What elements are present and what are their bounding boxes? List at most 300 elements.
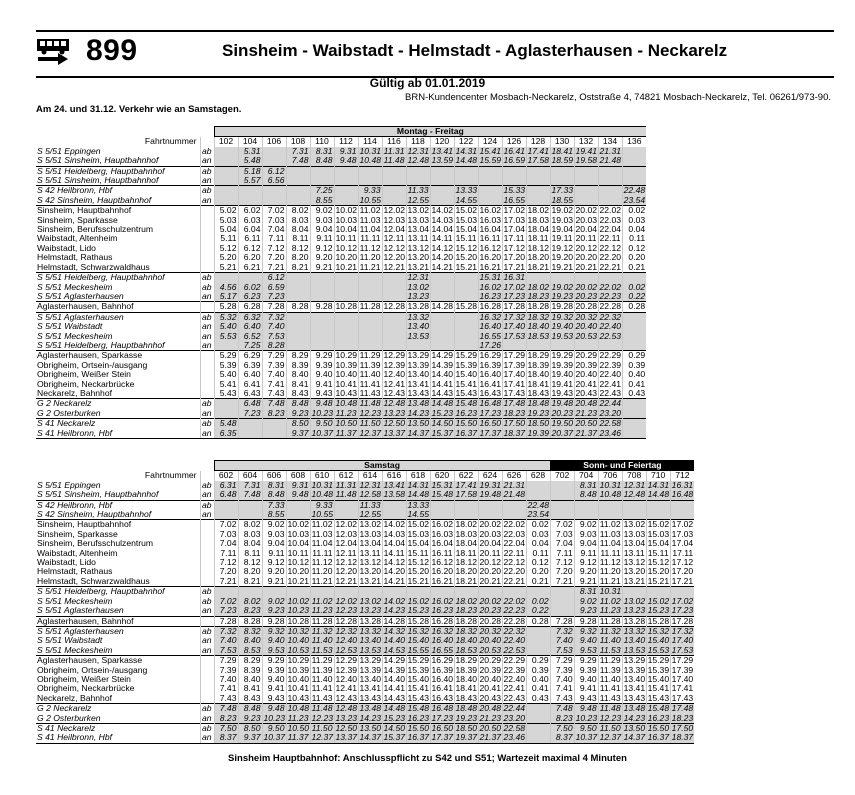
departure-time: 9.21 [262, 577, 286, 587]
departure-time: 9.23 [574, 606, 598, 616]
departure-time: 18.28 [455, 616, 478, 626]
departure-time: 17.41 [455, 480, 478, 490]
departure-time: 15.41 [647, 684, 670, 694]
period-weekdays: Montag - Freitag [214, 127, 646, 137]
departure-time [454, 587, 478, 597]
departure-time: 15.11 [455, 234, 477, 244]
departure-time [502, 176, 526, 186]
direction-label [200, 370, 214, 379]
trip-number: 126 [502, 137, 526, 147]
departure-time: 13.48 [359, 703, 382, 714]
departure-time: 7.50 [550, 723, 574, 733]
departure-time: 7.43 [550, 694, 574, 704]
departure-time [430, 166, 454, 176]
departure-time: 15.50 [647, 723, 670, 733]
departure-time: 0.29 [526, 656, 550, 666]
departure-time [238, 186, 262, 196]
departure-time: 16.20 [479, 253, 502, 263]
departure-time: 8.04 [238, 539, 262, 548]
departure-time [502, 166, 526, 176]
departure-time: 10.41 [335, 379, 358, 389]
connection-row [36, 646, 694, 656]
departure-time [358, 283, 382, 292]
departure-time [382, 166, 406, 176]
period-saturday: Samstag [214, 461, 550, 471]
departure-time: 22.44 [503, 703, 526, 714]
departure-time: 20.11 [479, 548, 501, 558]
departure-time [526, 723, 550, 733]
departure-time: 7.29 [214, 656, 238, 666]
stop-name: Obrigheim, Weißer Stein [37, 674, 131, 684]
direction-label: an [200, 322, 214, 331]
departure-time: 19.39 [527, 428, 550, 438]
departure-time: 9.48 [310, 399, 334, 409]
departure-time: 10.20 [287, 567, 310, 577]
departure-time: 11.31 [335, 480, 357, 490]
departure-time: 7.12 [262, 244, 286, 253]
departure-time: 5.39 [214, 361, 238, 370]
departure-time: 13.23 [335, 713, 358, 723]
departure-time: 8.31 [262, 481, 286, 490]
departure-time: 12.23 [335, 606, 358, 616]
departure-time: 11.50 [311, 723, 333, 733]
connection-row [36, 714, 694, 724]
departure-time: 15.41 [479, 146, 502, 156]
departure-time: 11.48 [335, 490, 357, 500]
departure-time: 13.40 [407, 322, 430, 332]
departure-time [382, 341, 406, 351]
departure-time: 8.41 [286, 380, 310, 389]
departure-time: 19.29 [551, 350, 574, 361]
departure-time: 7.23 [262, 292, 286, 302]
departure-time: 15.37 [431, 428, 454, 438]
direction-label: ab [200, 723, 214, 733]
departure-time: 11.37 [335, 428, 357, 438]
stop-name: S 41 Heilbronn, Hbf [36, 733, 200, 743]
departure-time [526, 714, 550, 724]
departure-time: 12.21 [335, 576, 358, 586]
departure-time: 18.32 [455, 626, 478, 636]
departure-time: 13.43 [623, 693, 646, 703]
departure-time [214, 587, 238, 597]
departure-time [598, 273, 622, 283]
departure-time: 15.11 [407, 548, 429, 558]
departure-time [358, 587, 382, 597]
departure-time: 9.53 [574, 646, 598, 656]
departure-time: 12.48 [383, 398, 406, 409]
departure-time: 16.37 [407, 733, 430, 743]
departure-time: 22.04 [503, 539, 526, 549]
departure-time: 0.43 [622, 389, 646, 399]
departure-time: 9.39 [262, 666, 286, 675]
departure-time: 8.43 [286, 389, 310, 399]
departure-time: 6.21 [238, 263, 262, 273]
departure-time: 11.41 [311, 684, 333, 694]
departure-time: 6.20 [238, 253, 262, 262]
departure-time [238, 510, 262, 520]
departure-time [478, 196, 502, 206]
departure-time: 17.40 [671, 636, 694, 646]
departure-time: 14.31 [455, 146, 478, 156]
departure-time: 9.29 [574, 656, 598, 666]
departure-time: 19.28 [551, 301, 574, 312]
departure-time: 13.12 [407, 243, 430, 253]
departure-time: 7.04 [550, 539, 574, 548]
stop-row [36, 370, 646, 379]
departure-time: 17.28 [503, 301, 526, 312]
departure-time: 9.48 [574, 704, 598, 714]
departure-time: 12.12 [335, 558, 358, 568]
departure-time: 11.50 [359, 418, 381, 429]
departure-time: 6.12 [262, 273, 286, 283]
departure-time: 7.12 [214, 558, 238, 567]
departure-time: 22.43 [503, 693, 526, 703]
departure-time: 6.48 [214, 490, 238, 500]
departure-time: 7.41 [214, 684, 238, 693]
departure-time: 22.11 [503, 548, 525, 558]
departure-time: 10.37 [311, 428, 334, 438]
connection-row [36, 626, 694, 636]
departure-time: 7.11 [262, 234, 286, 243]
direction-label: ab [200, 419, 214, 429]
direction-label: an [200, 176, 214, 186]
departure-time: 20.03 [479, 529, 502, 539]
direction-label: an [200, 733, 214, 743]
departure-time: 14.28 [383, 616, 406, 626]
departure-time [646, 510, 670, 520]
connection-row [36, 409, 646, 419]
departure-time [526, 481, 550, 490]
departure-time: 11.21 [599, 576, 621, 586]
departure-time: 15.48 [431, 490, 454, 500]
departure-time: 9.37 [286, 429, 310, 439]
departure-time: 8.12 [286, 244, 310, 253]
departure-time: 0.02 [526, 520, 550, 530]
departure-time: 13.39 [407, 360, 430, 370]
departure-time: 12.29 [335, 655, 358, 666]
departure-time: 20.20 [479, 567, 502, 577]
departure-time [622, 176, 646, 186]
departure-time: 13.40 [359, 674, 382, 684]
departure-time: 20.12 [575, 243, 598, 253]
departure-time: 0.22 [526, 606, 550, 616]
departure-time [382, 510, 406, 520]
departure-time: 21.48 [599, 156, 622, 166]
departure-time: 0.21 [622, 263, 646, 273]
departure-time: 9.21 [574, 577, 598, 587]
departure-time: 0.41 [526, 684, 550, 693]
departure-time: 11.02 [599, 596, 621, 606]
departure-time [526, 646, 550, 656]
departure-time: 14.37 [407, 428, 430, 438]
departure-time: 20.02 [575, 205, 598, 216]
departure-time: 18.23 [671, 713, 694, 723]
departure-time: 13.11 [407, 234, 429, 244]
departure-time: 9.28 [310, 302, 334, 312]
departure-time: 15.29 [455, 350, 478, 361]
trip-number-row [36, 137, 646, 147]
departure-time [622, 500, 646, 510]
departure-time: 11.48 [383, 156, 405, 166]
stop-name: Obrigheim, Neckarbrücke [37, 684, 135, 694]
departure-time [214, 147, 238, 156]
departure-time: 7.41 [550, 684, 574, 693]
direction-label [200, 206, 214, 216]
departure-time: 11.12 [359, 243, 381, 253]
stop-row [36, 206, 646, 216]
departure-time [454, 332, 478, 341]
departure-time: 7.53 [550, 646, 574, 656]
departure-time [286, 196, 310, 206]
departure-time: 11.02 [359, 205, 381, 216]
departure-time: 18.02 [527, 205, 550, 216]
departure-time: 9.29 [262, 656, 286, 666]
departure-time: 13.41 [359, 684, 382, 694]
departure-time: 16.37 [455, 428, 478, 438]
departure-time: 12.04 [383, 225, 406, 235]
departure-time: 11.48 [599, 703, 621, 714]
departure-time: 14.29 [431, 350, 454, 361]
departure-time: 14.50 [383, 723, 406, 733]
stop-row [36, 656, 694, 666]
departure-time: 13.32 [623, 626, 646, 636]
departure-time: 22.03 [503, 529, 526, 539]
departure-time: 10.04 [335, 225, 358, 235]
departure-time: 13.39 [359, 665, 382, 675]
direction-label: ab [200, 186, 214, 196]
departure-time [454, 176, 478, 186]
departure-time: 9.37 [238, 733, 262, 743]
departure-time: 13.43 [407, 388, 430, 398]
departure-time: 12.03 [383, 215, 406, 225]
departure-time: 19.02 [551, 282, 574, 292]
departure-time [214, 409, 238, 419]
departure-time [478, 587, 502, 597]
departure-time: 18.40 [527, 370, 550, 380]
departure-time: 5.31 [238, 147, 262, 156]
departure-time: 18.11 [527, 234, 549, 244]
departure-time: 22.11 [599, 234, 621, 244]
departure-time: 8.20 [286, 253, 310, 262]
departure-time [646, 500, 670, 510]
departure-time: 19.23 [551, 291, 574, 301]
departure-time: 13.12 [359, 558, 382, 568]
departure-time [382, 500, 406, 510]
departure-time: 13.23 [383, 408, 406, 418]
direction-label: ab [200, 626, 214, 636]
departure-time: 11.11 [310, 549, 334, 558]
departure-time: 18.40 [455, 636, 478, 646]
departure-time: 10.48 [335, 398, 358, 409]
stop-name: S 5/51 Meckesheim [36, 283, 200, 292]
departure-time: 13.02 [359, 596, 382, 606]
departure-time [238, 273, 262, 283]
departure-time: 15.28 [647, 616, 670, 626]
departure-time [598, 186, 622, 196]
departure-time [430, 196, 454, 206]
departure-time [574, 510, 598, 520]
departure-time: 22.23 [599, 291, 622, 301]
departure-time: 9.40 [262, 675, 286, 684]
departure-time [334, 587, 358, 597]
departure-time: 20.40 [575, 370, 598, 380]
departure-time: 17.40 [503, 322, 526, 332]
departure-time: 10.11 [287, 548, 309, 558]
departure-time [622, 429, 646, 439]
departure-time: 15.04 [407, 539, 430, 549]
connection-row [36, 733, 694, 743]
connection-row [36, 704, 694, 714]
departure-time: 12.29 [383, 350, 406, 361]
departure-time: 7.02 [550, 520, 574, 530]
departure-time: 8.02 [238, 597, 262, 606]
departure-time: 7.53 [262, 332, 286, 341]
route-title: Sinsheim - Waibstadt - Helmstadt - Aglasterhausen - Neckarelz [222, 41, 728, 60]
departure-time: 22.04 [599, 225, 622, 235]
departure-time: 13.20 [407, 253, 430, 263]
departure-time: 16.43 [479, 388, 502, 398]
departure-time: 11.11 [598, 549, 622, 558]
departure-time: 10.20 [335, 253, 358, 263]
departure-time: 7.02 [214, 597, 238, 606]
departure-time: 11.29 [359, 350, 381, 361]
stop-row [36, 577, 694, 587]
departure-time: 7.04 [214, 539, 238, 548]
departure-time [598, 500, 622, 510]
departure-time: 17.12 [503, 243, 526, 253]
stop-row [36, 225, 646, 234]
trip-number: 710 [646, 471, 670, 481]
departure-time: 7.40 [214, 675, 238, 684]
departure-time: 14.48 [407, 490, 430, 500]
departure-time: 13.20 [359, 567, 382, 577]
departure-time: 5.29 [214, 351, 238, 361]
departure-time: 10.40 [287, 674, 310, 684]
departure-time: 12.31 [407, 146, 430, 156]
departure-time [598, 176, 622, 186]
departure-time: 16.43 [431, 693, 454, 703]
departure-time: 7.40 [550, 636, 574, 645]
departure-time: 12.20 [335, 567, 358, 577]
departure-time: 10.03 [335, 215, 358, 225]
departure-time [550, 176, 574, 186]
direction-label: an [200, 341, 214, 351]
departure-time: 13.50 [407, 418, 430, 429]
departure-time: 14.03 [383, 529, 406, 539]
departure-time: 13.50 [359, 723, 382, 733]
departure-time: 0.21 [526, 577, 550, 587]
stop-name: S 5/51 Aglasterhausen [36, 626, 200, 636]
departure-time: 17.58 [527, 156, 550, 166]
stop-name: Waibstadt, Lido [37, 243, 96, 253]
departure-time: 9.21 [310, 263, 334, 273]
direction-label [200, 656, 214, 666]
departure-time: 17.02 [671, 596, 694, 606]
departure-time: 20.02 [575, 282, 598, 292]
departure-time [358, 322, 382, 331]
departure-time: 13.29 [407, 350, 430, 361]
departure-time: 8.39 [238, 666, 262, 675]
departure-time [430, 341, 454, 351]
departure-time [286, 292, 310, 302]
departure-time: 14.23 [359, 713, 382, 723]
departure-time [382, 273, 406, 283]
departure-time: 17.23 [431, 713, 454, 723]
departure-time: 16.31 [671, 480, 694, 490]
departure-time: 10.31 [311, 480, 334, 490]
departure-time: 17.11 [670, 549, 694, 558]
departure-time [430, 186, 454, 196]
departure-time [382, 196, 406, 206]
departure-time: 14.20 [431, 253, 454, 263]
departure-time [286, 341, 310, 351]
departure-time: 7.40 [214, 636, 238, 645]
departure-time: 14.48 [431, 398, 454, 409]
departure-time: 11.31 [383, 146, 405, 156]
departure-time: 18.40 [527, 322, 550, 332]
stop-name: S 5/51 Aglasterhausen [36, 292, 200, 302]
departure-time: 13.04 [623, 539, 646, 549]
departure-time: 5.41 [214, 380, 238, 389]
departure-time [430, 283, 454, 292]
departure-time: 10.23 [311, 408, 334, 418]
departure-time: 8.29 [238, 656, 262, 666]
departure-time [574, 273, 598, 283]
direction-label [200, 577, 214, 587]
departure-time: 18.48 [455, 703, 478, 714]
departure-time: 13.41 [383, 480, 406, 490]
departure-time [358, 166, 382, 176]
stop-name: S 5/51 Sinsheim, Hauptbahnhof [36, 490, 200, 500]
departure-time: 13.40 [407, 370, 430, 380]
departure-time: 7.21 [262, 263, 286, 273]
departure-time: 6.52 [238, 332, 262, 341]
departure-time: 0.29 [622, 351, 646, 361]
departure-time: 13.23 [359, 606, 382, 616]
departure-time [334, 341, 358, 351]
departure-time: 15.02 [647, 519, 670, 530]
departure-time: 17.39 [503, 360, 526, 370]
departure-time: 13.40 [623, 636, 646, 646]
departure-time: 10.31 [599, 480, 622, 490]
departure-time: 12.11 [335, 548, 357, 558]
departure-time: 13.41 [407, 379, 430, 389]
connection-row [36, 322, 646, 331]
departure-time: 15.03 [407, 529, 430, 539]
fahrtnummer-label: Fahrtnummer [144, 136, 197, 147]
departure-time [214, 341, 238, 351]
stop-name: S 42 Heilbronn, Hbf [36, 500, 200, 510]
departure-time: 13.50 [623, 723, 646, 733]
departure-time: 5.43 [214, 389, 238, 399]
departure-time: 20.20 [575, 253, 598, 263]
departure-time: 20.41 [575, 379, 598, 389]
departure-time [286, 273, 310, 283]
direction-label [200, 567, 214, 576]
departure-time: 16.59 [503, 156, 526, 166]
departure-time: 16.41 [479, 379, 502, 389]
departure-time: 18.23 [455, 606, 478, 616]
departure-time: 5.57 [238, 176, 262, 186]
connection-row [36, 723, 694, 733]
departure-time: 16.23 [431, 606, 454, 616]
departure-time [238, 419, 262, 429]
departure-time [454, 322, 478, 331]
departure-time: 8.40 [286, 370, 310, 379]
departure-time: 9.50 [574, 723, 598, 733]
departure-time [286, 510, 310, 520]
departure-time: 18.41 [455, 684, 478, 694]
